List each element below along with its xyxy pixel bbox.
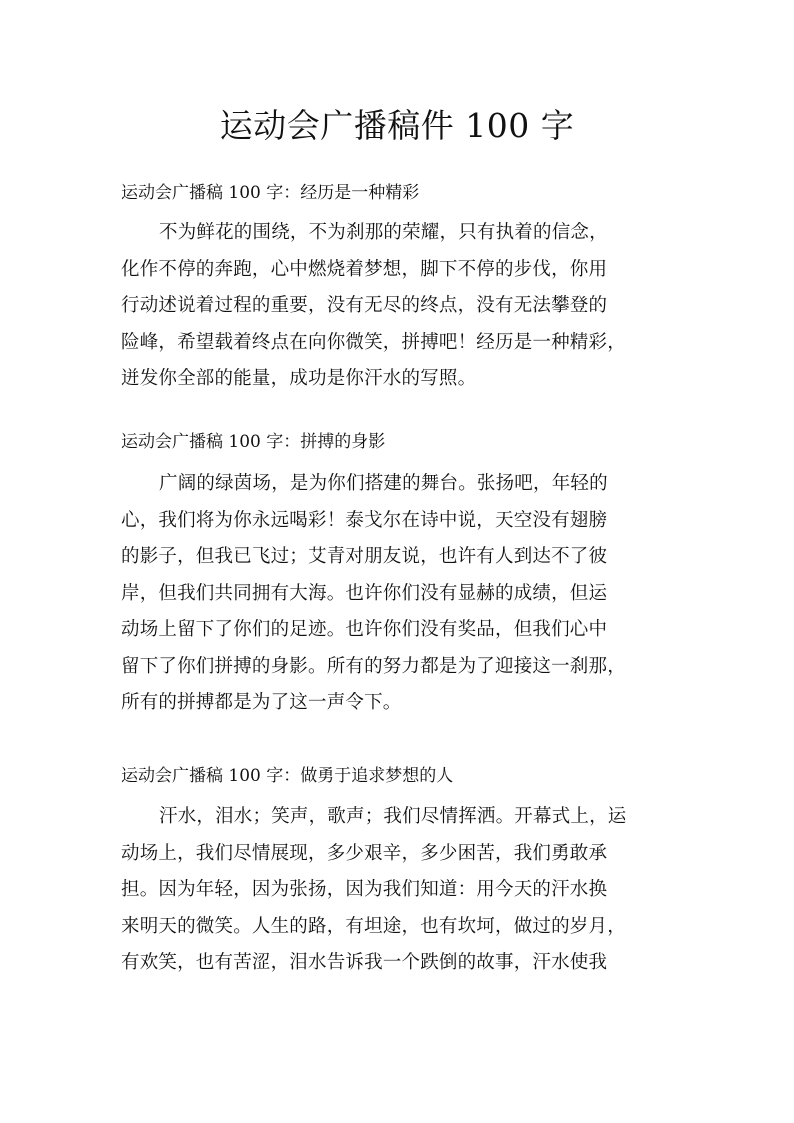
section-heading-1: 运动会广播稿 100 字：经历是一种精彩 bbox=[121, 183, 420, 203]
paragraph-line: 汗水，泪水；笑声，歌声；我们尽情挥洒。开幕式上，运 bbox=[159, 806, 627, 827]
section-paragraph-3 bbox=[121, 799, 681, 982]
paragraph-line: 动场上，我们尽情展现，多少艰辛，多少困苦，我们勇敢承 bbox=[121, 842, 608, 864]
paragraph-line: 来明天的微笑。人生的路，有坦途，也有坎坷，做过的岁月， bbox=[121, 915, 626, 937]
paragraph-line: 动场上留下了你们的足迹。也许你们没有奖品，但我们心中 bbox=[121, 619, 608, 640]
section-heading-2: 运动会广播稿 100 字：拼搏的身影 bbox=[121, 432, 386, 452]
paragraph-line: 担。因为年轻，因为张扬，因为我们知道：用今天的汗水换 bbox=[121, 879, 608, 900]
section-paragraph-1 bbox=[121, 215, 681, 398]
section-paragraph-2 bbox=[121, 466, 681, 722]
paragraph-line: 心，我们将为你永远喝彩！泰戈尔在诗中说，天空没有翅膀 bbox=[121, 509, 608, 531]
paragraph-line: 岸，但我们共同拥有大海。也许你们没有显赫的成绩，但运 bbox=[121, 582, 608, 604]
paragraph-line: 有欢笑，也有苦涩，泪水告诉我一个跌倒的故事，汗水使我 bbox=[121, 952, 608, 973]
paragraph-line: 不为鲜花的围绕，不为刹那的荣耀，只有执着的信念， bbox=[159, 222, 608, 243]
paragraph-line: 广阔的绿茵场，是为你们搭建的舞台。张扬吧，年轻的 bbox=[159, 473, 608, 494]
paragraph-line: 所有的拼搏都是为了这一声令下。 bbox=[121, 692, 402, 713]
paragraph-line: 险峰，希望载着终点在向你微笑，拼搏吧！经历是一种精彩， bbox=[121, 331, 626, 353]
paragraph-line: 迸发你全部的能量，成功是你汗水的写照。 bbox=[121, 368, 477, 389]
document-title: 运动会广播稿件 100 字 bbox=[219, 106, 575, 145]
paragraph-line: 留下了你们拼搏的身影。所有的努力都是为了迎接这一刹那， bbox=[121, 655, 626, 677]
paragraph-line: 化作不停的奔跑，心中燃烧着梦想，脚下不停的步伐，你用 bbox=[121, 258, 608, 280]
paragraph-line: 行动述说着过程的重要，没有无尽的终点，没有无法攀登的 bbox=[121, 295, 608, 316]
paragraph-line: 的影子，但我已飞过；艾青对朋友说，也许有人到达不了彼 bbox=[121, 546, 608, 567]
section-heading-3: 运动会广播稿 100 字：做勇于追求梦想的人 bbox=[121, 766, 454, 786]
